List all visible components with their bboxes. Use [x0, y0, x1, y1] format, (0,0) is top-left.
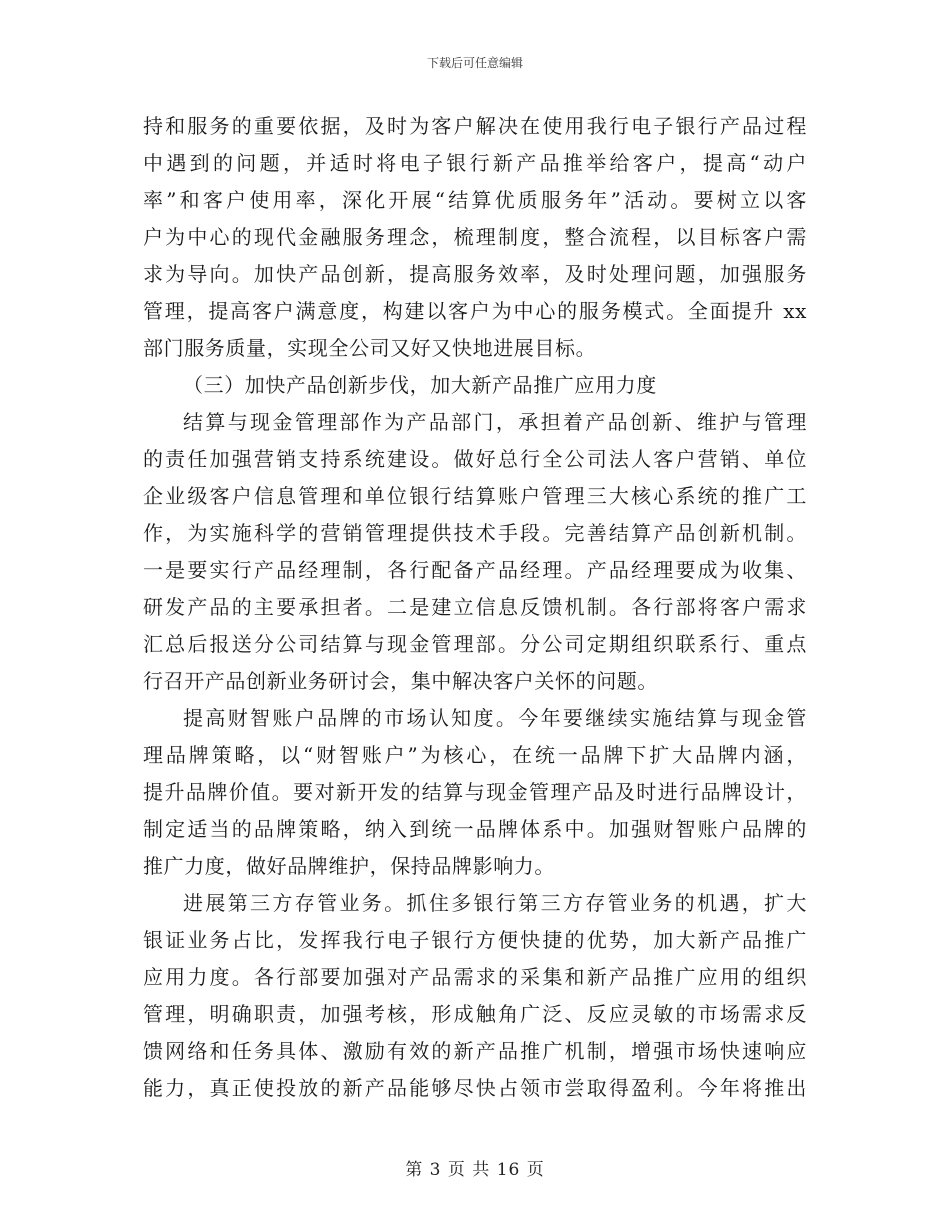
- text-line: 能力，真正使投放的新产品能够尽快占领市尝取得盈利。今年将推出: [143, 1076, 807, 1100]
- text-line: 率”和客户使用率，深化开展“结算优质服务年”活动。要树立以客: [143, 188, 807, 212]
- text-line: 管理，提高客户满意度，构建以客户为中心的服务模式。全面提升 xx: [143, 299, 807, 323]
- text-line: 中遇到的问题，并适时将电子银行新产品推举给客户，提高“动户: [143, 151, 807, 175]
- text-line: 应用力度。各行部要加强对产品需求的采集和新产品推广应用的组织: [143, 965, 807, 989]
- text-line: 作，为实施科学的营销管理提供技术手段。完善结算产品创新机制。: [143, 521, 807, 545]
- text-line: 汇总后报送分公司结算与现金管理部。分公司定期组织联系行、重点: [143, 632, 807, 656]
- text-line: 提高财智账户品牌的市场认知度。今年要继续实施结算与现金管: [183, 706, 807, 730]
- text-line: 制定适当的品牌策略，纳入到统一品牌体系中。加强财智账户品牌的: [143, 817, 807, 841]
- text-line: 行召开产品创新业务研讨会，集中解决客户关怀的问题。: [143, 669, 658, 693]
- section-heading: （三）加快产品创新步伐，加大新产品推广应用力度: [183, 373, 657, 397]
- header-note: 下载后可任意编辑: [426, 56, 523, 70]
- text-line: 理品牌策略，以“财智账户”为核心，在统一品牌下扩大品牌内涵，: [143, 743, 807, 767]
- text-line: 户为中心的现代金融服务理念，梳理制度，整合流程，以目标客户需: [143, 225, 807, 249]
- page-number: 第 3 页 共 16 页: [405, 1160, 545, 1180]
- text-line: 推广力度，做好品牌维护，保持品牌影响力。: [143, 854, 555, 878]
- text-line: 研发产品的主要承担者。二是建立信息反馈机制。各行部将客户需求: [143, 595, 807, 619]
- text-line: 馈网络和任务具体、激励有效的新产品推广机制，增强市场快速响应: [143, 1039, 807, 1063]
- text-line: 持和服务的重要依据，及时为客户解决在使用我行电子银行产品过程: [143, 114, 807, 138]
- text-line: 部门服务质量，实现全公司又好又快地进展目标。: [143, 336, 597, 360]
- text-line: 结算与现金管理部作为产品部门，承担着产品创新、维护与管理: [183, 410, 807, 434]
- text-line: 银证业务占比，发挥我行电子银行方便快捷的优势，加大新产品推广: [143, 928, 807, 952]
- text-line: 提升品牌价值。要对新开发的结算与现金管理产品及时进行品牌设计，: [143, 780, 807, 804]
- text-line: 管理，明确职责，加强考核，形成触角广泛、反应灵敏的市场需求反: [143, 1002, 807, 1026]
- text-line: 求为导向。加快产品创新，提高服务效率，及时处理问题，加强服务: [143, 262, 807, 286]
- document-body: [143, 108, 807, 1107]
- text-line: 一是要实行产品经理制，各行配备产品经理。产品经理要成为收集、: [143, 558, 807, 582]
- text-line: 的责任加强营销支持系统建设。做好总行全公司法人客户营销、单位: [143, 447, 807, 471]
- text-line: 进展第三方存管业务。抓住多银行第三方存管业务的机遇，扩大: [183, 891, 807, 915]
- text-line: 企业级客户信息管理和单位银行结算账户管理三大核心系统的推广工: [143, 484, 807, 508]
